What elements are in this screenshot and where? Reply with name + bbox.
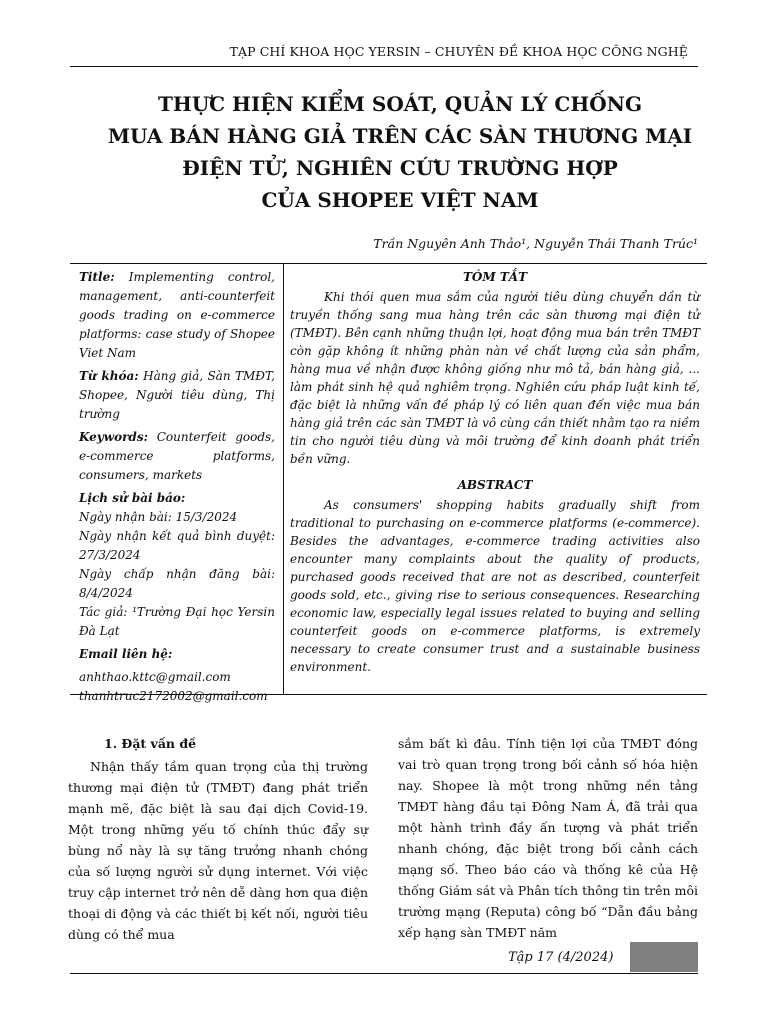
title-line-3: ĐIỆN TỬ, NGHIÊN CỨU TRƯỜNG HỢP bbox=[182, 156, 618, 180]
column-divider bbox=[283, 263, 284, 694]
received-date: Ngày nhận bài: 15/3/2024 bbox=[79, 510, 238, 524]
title-en-label: Title: bbox=[79, 270, 115, 284]
title-en-value: Implementing control, management, anti-counterfeit goods trading on e-commerce platforms: case study of Shopee Viet Nam bbox=[79, 270, 275, 360]
title-line-2: MUA BÁN HÀNG GIẢ TRÊN CÁC SÀN THƯƠNG MẠI bbox=[107, 124, 693, 148]
email-label: Email liên hệ: bbox=[79, 647, 173, 661]
title-line-1: THỰC HIỆN KIỂM SOÁT, QUẢN LÝ CHỐNG bbox=[157, 92, 643, 116]
body-column-left bbox=[68, 733, 368, 945]
summary-text: Khi thói quen mua sắm của người tiêu dùng chuyển dần từ truyền thống sang mua hàng trên các sàn thương mại điện tử (TMĐT). Bên cạnh những thuận lợi, hoạt động mua bán trên TMĐT còn gặp không ít những phàn nàn về chất lượng của sản phẩm, hàng mua về nhận được không giống như mô tả, bán hàng giả, ... làm phát sinh hệ quả nghiêm trọng. Nghiên cứu pháp luật kinh tế, đặc biệt là những vấn đề pháp lý có liên quan đến việc mua bán hàng giả trên các sàn TMĐT là vô cùng cần thiết nhằm tạo ra niềm tin cho người tiêu dùng và môi trường để kinh doanh phát triển bền vững. bbox=[290, 290, 700, 466]
article-info-sidebar bbox=[79, 268, 275, 710]
affiliation: Tác giả: ¹Trường Đại học Yersin Đà Lạt bbox=[79, 605, 275, 638]
abstract-heading: ABSTRACT bbox=[457, 478, 533, 492]
info-top-rule bbox=[70, 263, 707, 264]
keywords-en-block bbox=[79, 428, 275, 485]
email-1[interactable]: anhthao.kttc@gmail.com bbox=[79, 670, 231, 684]
history-block bbox=[79, 489, 275, 641]
authors: Trần Nguyên Anh Thảo¹, Nguyễn Thái Thanh Trúc¹ bbox=[373, 236, 698, 251]
email-block bbox=[79, 645, 275, 706]
keywords-vi-value: Hàng giả, Sàn TMĐT, Shopee, Người tiêu dùng, Thị trường bbox=[79, 369, 275, 421]
title-line-4: CỦA SHOPEE VIỆT NAM bbox=[261, 188, 539, 212]
abstract-column bbox=[290, 268, 700, 684]
article-title bbox=[100, 88, 700, 216]
history-label: Lịch sử bài báo: bbox=[79, 491, 186, 505]
review-date: Ngày nhận kết quả bình duyệt: 27/3/2024 bbox=[79, 529, 275, 562]
header-rule bbox=[70, 66, 698, 67]
email-2[interactable]: thanhtruc2172002@gmail.com bbox=[79, 689, 268, 703]
summary-heading: TÓM TẮT bbox=[462, 270, 527, 284]
section-text-right: sắm bất kì đâu. Tính tiện lợi của TMĐT đóng vai trò quan trọng trong bối cảnh số hóa hiện nay. Shopee là một trong những nền tảng TMĐT hàng đầu tại Đông Nam Á, đã trải qua một hành trình đầy ấn tượng và phát triển nhanh chóng, đặc biệt trong bối cảnh cách mạng số. Theo báo cáo và thống kê của Hệ thống Giám sát và Phân tích thông tin trên môi trường mạng (Reputa) công bố “Dẫn đầu bảng xếp hạng sàn TMĐT năm bbox=[398, 736, 698, 940]
keywords-vi-block bbox=[79, 367, 275, 424]
keywords-en-value: Counterfeit goods, e-commerce platforms, consumers, markets bbox=[79, 430, 275, 482]
section-text-left: Nhận thấy tầm quan trọng của thị trường thương mại điện tử (TMĐT) đang phát triển mạnh mẽ, đặc biệt là sau đại dịch Covid-19. Một trong những yếu tố chính thúc đẩy sự bùng nổ này là sự tăng trưởng nhanh chóng của số lượng người sử dụng internet. Với việc truy cập internet trở nên dễ dàng hơn qua điện thoại di động và các thiết bị kết nối, người tiêu dùng có thể mua bbox=[68, 759, 368, 942]
footer-page-box bbox=[630, 942, 698, 972]
accepted-date: Ngày chấp nhận đăng bài: 8/4/2024 bbox=[79, 567, 275, 600]
issue-label: Tập 17 (4/2024) bbox=[508, 950, 614, 965]
body-column-right bbox=[398, 733, 698, 943]
abstract-text: As consumers' shopping habits gradually shift from traditional to purchasing on e-commerce platforms (e-commerce). Besides the advantages, e-commerce trading activities also encounter many complaints about the quality of products, purchased goods received that are not as described, counterfeit goods sold, etc., giving rise to serious consequences. Researching economic law, especially legal issues related to buying and selling counterfeit goods on e-commerce platforms, is extremely necessary to create consumer trust and a sustainable business environment. bbox=[290, 498, 700, 674]
footer-rule bbox=[70, 973, 698, 974]
keywords-en-label: Keywords: bbox=[79, 430, 149, 444]
journal-header: TẠP CHÍ KHOA HỌC YERSIN – CHUYÊN ĐỀ KHOA HỌC CÔNG NGHỆ bbox=[229, 44, 688, 59]
keywords-vi-label: Từ khóa: bbox=[79, 369, 139, 383]
section-heading: 1. Đặt vấn đề bbox=[104, 736, 197, 751]
title-en-block bbox=[79, 268, 275, 363]
